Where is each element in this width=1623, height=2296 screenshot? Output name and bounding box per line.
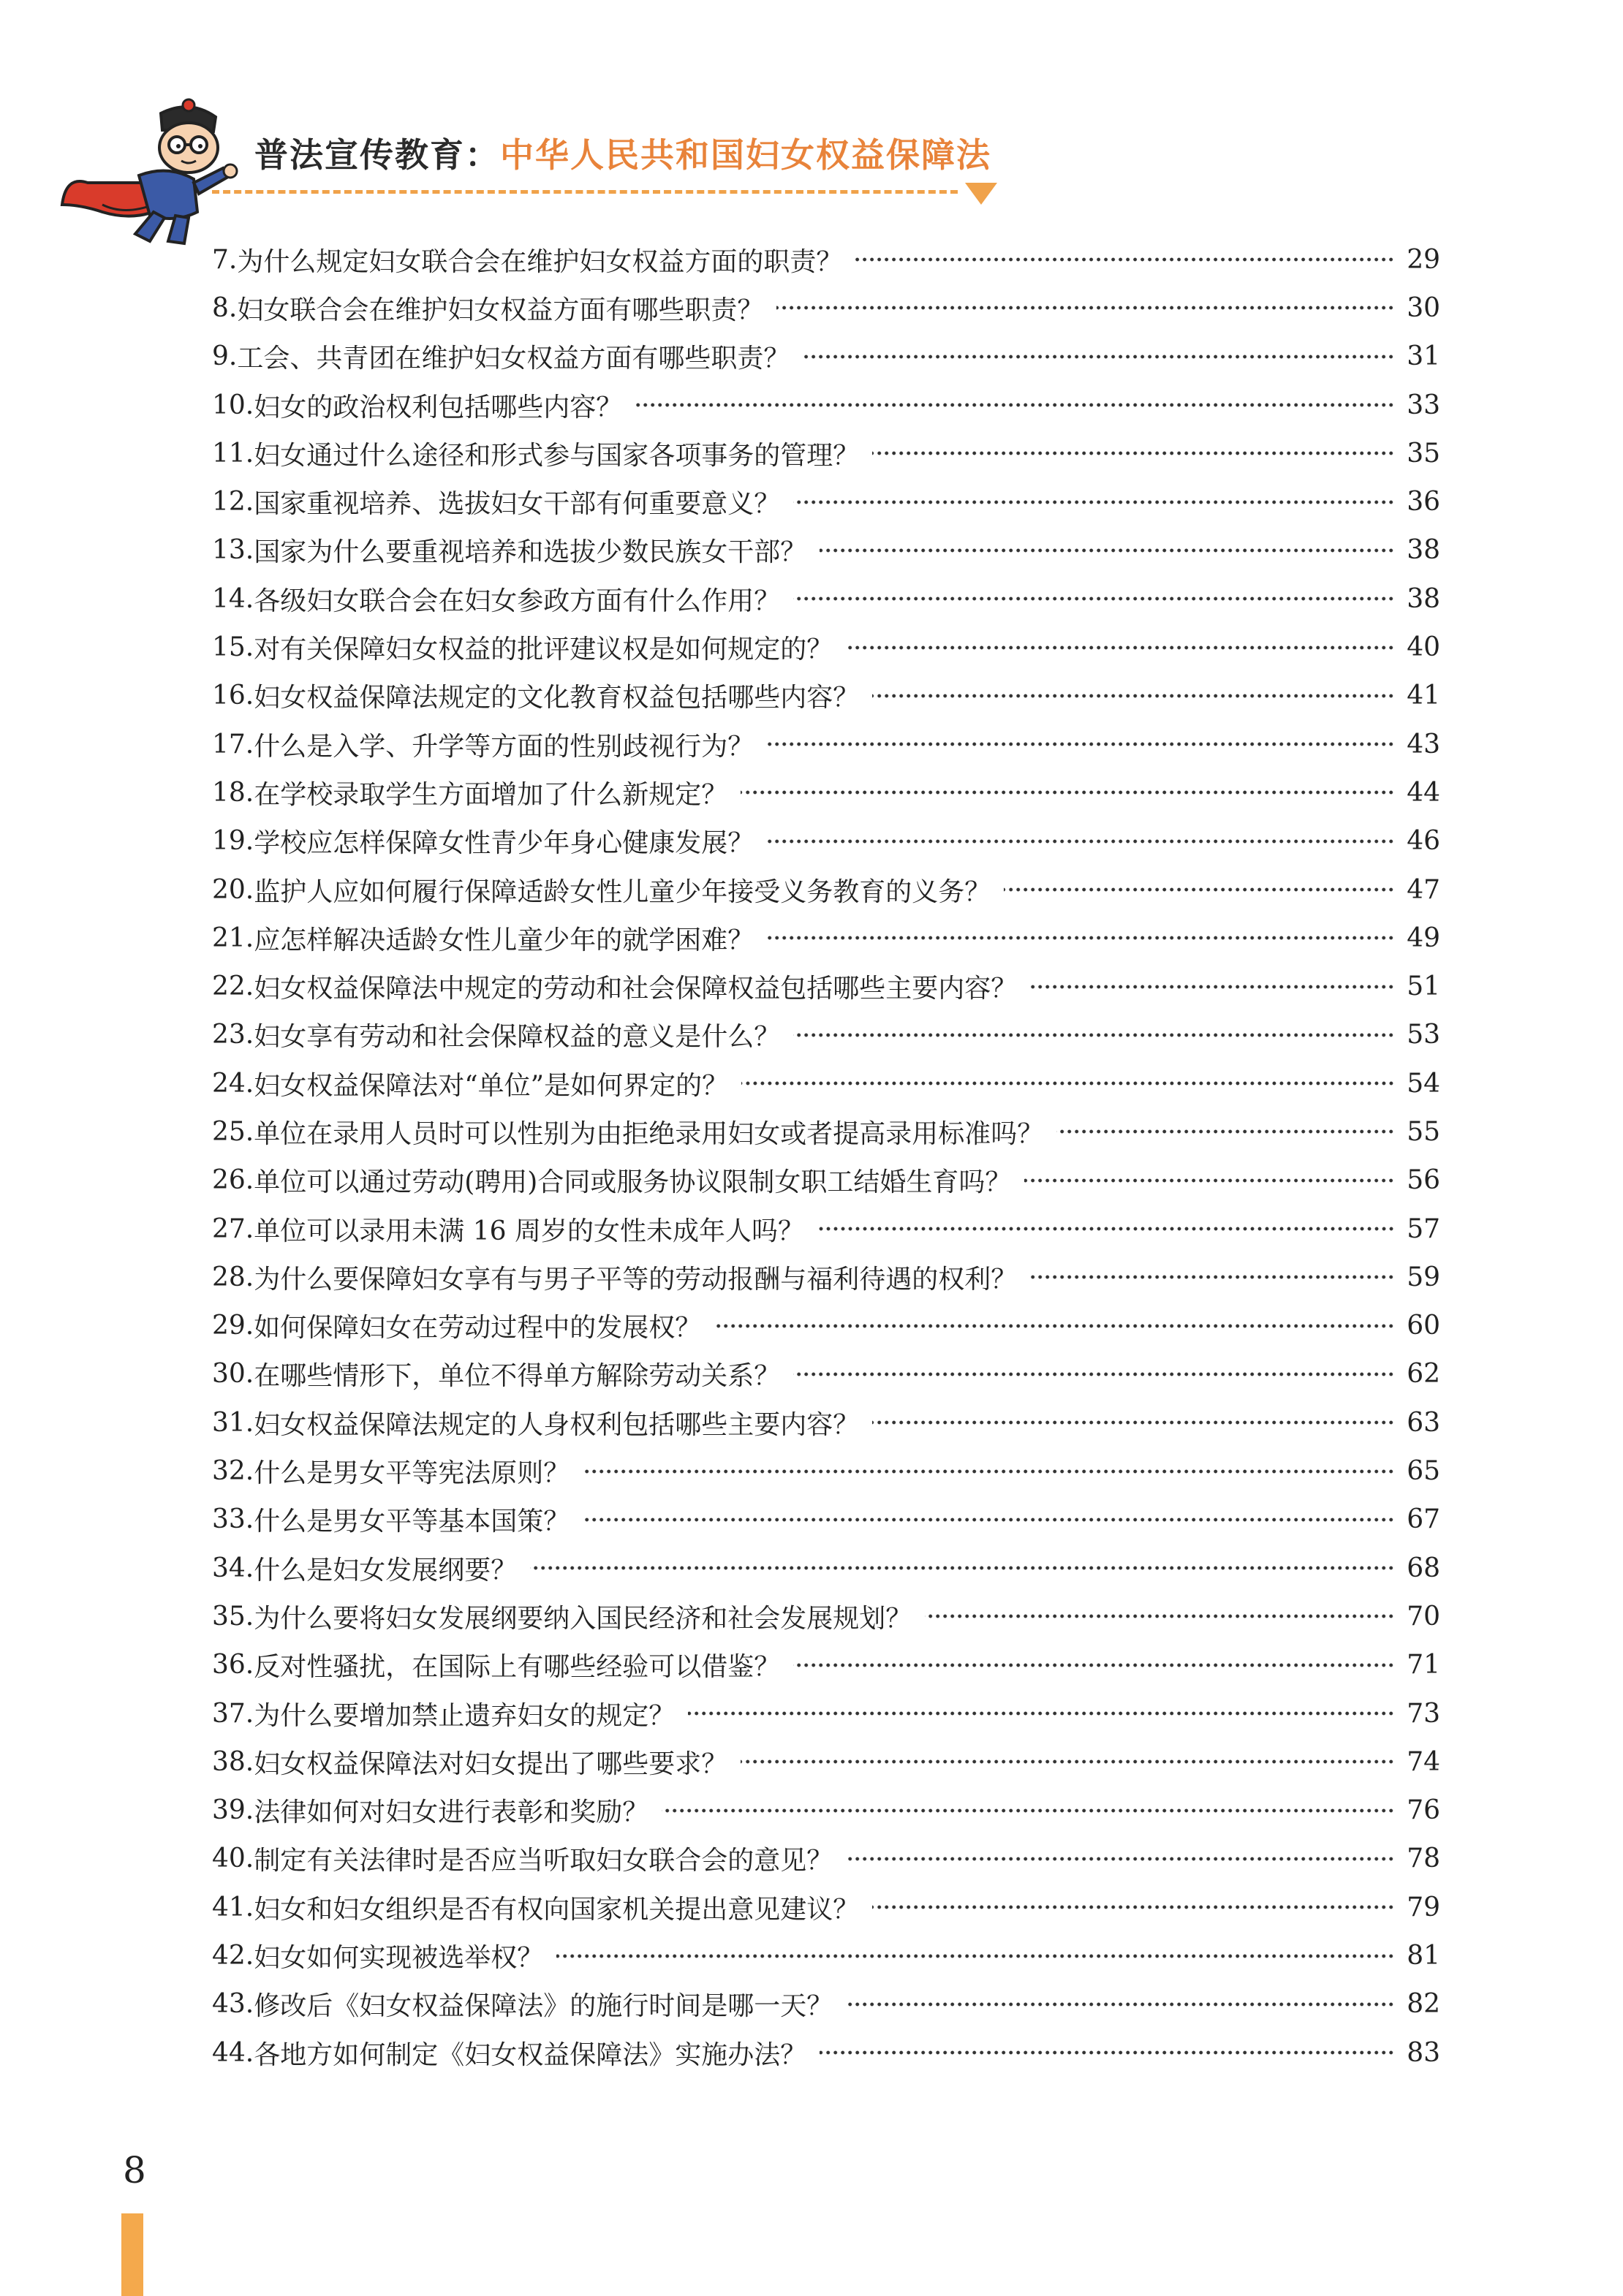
toc-entry-number: 36. [212, 1650, 254, 1681]
toc-entry-number: 17. [212, 729, 254, 759]
toc-entry-number: 39. [212, 1795, 254, 1826]
toc-entry [212, 672, 1440, 720]
toc-entry [212, 1302, 1440, 1350]
toc-leader-dots [767, 933, 1395, 942]
toc-entry-title: 各地方如何制定《妇女权益保障法》实施办法？ [254, 2039, 807, 2070]
toc-leader-dots [1004, 885, 1395, 894]
toc-entry-page: 76 [1407, 1795, 1440, 1826]
toc-entry-title: 妇女权益保障法中规定的劳动和社会保障权益包括哪些主要内容？ [254, 974, 1018, 1004]
toc-entry-number: 42. [212, 1941, 254, 1971]
toc-leader-dots [741, 788, 1395, 797]
page-number: 8 [123, 2149, 146, 2191]
toc-entry-title: 国家为什么要重视培养和选拔少数民族女干部？ [254, 537, 807, 568]
toc-entry-page: 65 [1407, 1456, 1440, 1487]
toc-entry-number: 9. [212, 341, 238, 372]
toc-entry-title: 监护人应如何履行保障适龄女性儿童少年接受义务教育的义务？ [254, 876, 991, 907]
toc-entry-title: 单位在录用人员时可以性别为由拒绝录用妇女或者提高录用标准吗？ [254, 1118, 1044, 1149]
toc-entry-title: 什么是入学、升学等方面的性别歧视行为？ [254, 731, 754, 762]
toc-entry-number: 31. [212, 1407, 254, 1438]
toc-entry-number: 32. [212, 1456, 254, 1487]
toc-leader-dots [556, 1952, 1395, 1960]
toc-entry-title: 单位可以通过劳动(聘用)合同或服务协议限制女职工结婚生育吗？ [254, 1167, 1012, 1198]
toc-leader-dots [583, 1515, 1395, 1524]
toc-leader-dots [714, 1322, 1395, 1330]
toc-entry-number: 25. [212, 1116, 254, 1147]
toc-entry [212, 526, 1440, 575]
toc-entry-title: 妇女如何实现被选举权？ [254, 1943, 544, 1974]
toc-entry-page: 60 [1407, 1311, 1440, 1341]
toc-entry-title: 妇女的政治权利包括哪些内容？ [254, 392, 623, 423]
toc-entry-title: 在哪些情形下，单位不得单方解除劳动关系？ [254, 1361, 781, 1392]
toc-entry-page: 47 [1407, 874, 1440, 905]
toc-entry-title: 妇女权益保障法规定的文化教育权益包括哪些内容？ [254, 683, 860, 713]
toc-entry-page: 46 [1407, 826, 1440, 857]
toc-entry-page: 41 [1407, 681, 1440, 711]
toc-entry-number: 18. [212, 777, 254, 808]
toc-entry [212, 1205, 1440, 1253]
header-title-sub: 中华人民共和国妇女权益保障法 [500, 135, 991, 175]
toc-entry-title: 什么是妇女发展纲要？ [254, 1555, 518, 1585]
toc-entry [212, 1059, 1440, 1107]
toc-entry-title: 各级妇女联合会在妇女参政方面有什么作用？ [254, 586, 781, 616]
toc-entry [212, 1835, 1440, 1883]
toc-entry-title: 妇女和妇女组织是否有权向国家机关提出意见建议？ [254, 1894, 860, 1925]
toc-entry [212, 817, 1440, 865]
toc-entry [212, 720, 1440, 768]
toc-entry-page: 54 [1407, 1068, 1440, 1099]
toc-entry-page: 78 [1407, 1844, 1440, 1874]
toc-entry-number: 13. [212, 535, 254, 566]
header-triangle-marker [965, 183, 997, 205]
toc-entry [212, 1107, 1440, 1156]
toc-entry-page: 57 [1407, 1213, 1440, 1244]
toc-entry-page: 38 [1407, 583, 1440, 614]
toc-entry [212, 477, 1440, 526]
toc-entry-title: 学校应怎样保障女性青少年身心健康发展？ [254, 828, 754, 859]
toc-entry-number: 43. [212, 1989, 254, 2020]
toc-entry [212, 1980, 1440, 2028]
header-title [254, 129, 991, 177]
toc-leader-dots [1024, 1176, 1395, 1185]
toc-entry-title: 单位可以录用未满 16 周岁的女性未成年人吗？ [254, 1216, 804, 1246]
toc-entry-title: 工会、共青团在维护妇女权益方面有哪些职责？ [237, 344, 790, 374]
toc-leader-dots [846, 643, 1395, 652]
toc-entry [212, 1883, 1440, 1931]
toc-entry-number: 7. [212, 244, 238, 275]
toc-leader-dots [872, 449, 1395, 458]
toc-leader-dots [793, 498, 1395, 507]
page-header [58, 88, 1009, 249]
toc-entry-number: 8. [212, 292, 238, 323]
toc-entry [212, 429, 1440, 477]
toc-leader-dots [925, 1612, 1395, 1621]
toc-leader-dots [767, 740, 1395, 749]
toc-entry [212, 768, 1440, 817]
page-edge-accent-bar [121, 2213, 143, 2296]
toc-leader-dots [872, 1903, 1395, 1912]
toc-leader-dots [583, 1467, 1395, 1476]
toc-entry-number: 37. [212, 1698, 254, 1729]
toc-entry-number: 16. [212, 681, 254, 711]
toc-entry-page: 79 [1407, 1892, 1440, 1922]
toc-entry-page: 31 [1407, 341, 1440, 372]
toc-entry-title: 法律如何对妇女进行表彰和奖励？ [254, 1797, 649, 1828]
toc-leader-dots [767, 837, 1395, 846]
toc-entry-page: 55 [1407, 1116, 1440, 1147]
toc-entry-page: 53 [1407, 1020, 1440, 1050]
toc-leader-dots [817, 1224, 1395, 1233]
toc-entry-page: 35 [1407, 438, 1440, 469]
toc-leader-dots [872, 1418, 1395, 1427]
toc-entry-title: 为什么要保障妇女享有与男子平等的劳动报酬与福利待遇的权利？ [254, 1264, 1018, 1295]
toc-leader-dots [793, 594, 1395, 603]
toc-entry-title: 为什么要将妇女发展纲要纳入国民经济和社会发展规划？ [254, 1603, 912, 1634]
toc-entry-page: 38 [1407, 535, 1440, 566]
toc-entry [212, 381, 1440, 429]
toc-leader-dots [1056, 1127, 1395, 1136]
toc-entry-title: 妇女通过什么途径和形式参与国家各项事务的管理？ [254, 440, 860, 471]
toc-entry-title: 修改后《妇女权益保障法》的施行时间是哪一天？ [254, 1991, 833, 2022]
toc-entry-title: 如何保障妇女在劳动过程中的发展权？ [254, 1313, 702, 1344]
toc-entry [212, 1544, 1440, 1592]
toc-entry-page: 36 [1407, 487, 1440, 518]
toc-entry-title: 什么是男女平等宪法原则？ [254, 1458, 570, 1489]
toc-entry [212, 1496, 1440, 1544]
toc-entry [212, 1592, 1440, 1640]
toc-entry-page: 70 [1407, 1601, 1440, 1632]
toc-entry [212, 865, 1440, 914]
toc-entry-title: 反对性骚扰，在国际上有哪些经验可以借鉴？ [254, 1652, 781, 1683]
toc-entry-page: 29 [1407, 244, 1440, 275]
toc-leader-dots [846, 1854, 1395, 1863]
toc-leader-dots [776, 303, 1395, 312]
toc-leader-dots [793, 1661, 1395, 1670]
toc-entry-page: 71 [1407, 1650, 1440, 1681]
toc-entry-page: 67 [1407, 1504, 1440, 1535]
toc-entry-title: 应怎样解决适龄女性儿童少年的就学困难？ [254, 925, 754, 955]
toc-entry-number: 29. [212, 1311, 254, 1341]
toc-leader-dots [820, 546, 1395, 555]
toc-entry [212, 1641, 1440, 1689]
toc-leader-dots [846, 2000, 1395, 2009]
toc-entry-title: 为什么规定妇女联合会在维护妇女权益方面的职责？ [237, 246, 843, 277]
toc-entry-number: 28. [212, 1262, 254, 1292]
toc-entry-page: 63 [1407, 1407, 1440, 1438]
toc-entry-page: 81 [1407, 1941, 1440, 1971]
toc-entry-number: 11. [212, 438, 254, 469]
toc-entry-title: 制定有关法律时是否应当听取妇女联合会的意见？ [254, 1846, 833, 1876]
toc-entry [212, 1156, 1440, 1205]
toc-entry-page: 43 [1407, 729, 1440, 759]
toc-entry-page: 82 [1407, 1989, 1440, 2020]
toc-entry-page: 56 [1407, 1165, 1440, 1196]
toc-entry-page: 51 [1407, 971, 1440, 1002]
toc-entry-page: 30 [1407, 292, 1440, 323]
toc-entry [212, 333, 1440, 381]
toc-entry-number: 21. [212, 922, 254, 953]
toc-entry-number: 30. [212, 1359, 254, 1390]
toc-entry [212, 1253, 1440, 1301]
toc-entry-title: 妇女权益保障法对“单位”是如何界定的？ [254, 1070, 729, 1101]
toc-leader-dots [635, 401, 1395, 409]
toc-leader-dots [741, 1079, 1395, 1088]
toc-entry [212, 1447, 1440, 1495]
toc-entry [212, 623, 1440, 671]
toc-entry [212, 2028, 1440, 2077]
toc-entry-page: 73 [1407, 1698, 1440, 1729]
header-title-separator: ： [465, 135, 500, 175]
toc-entry-number: 26. [212, 1165, 254, 1196]
toc-entry-page: 44 [1407, 777, 1440, 808]
table-of-contents [212, 235, 1440, 2077]
toc-entry [212, 962, 1440, 1010]
toc-entry [212, 1689, 1440, 1738]
toc-entry-title: 对有关保障妇女权益的批评建议权是如何规定的？ [254, 634, 833, 665]
toc-entry-number: 24. [212, 1068, 254, 1099]
toc-entry [212, 1787, 1440, 1835]
toc-entry-number: 44. [212, 2037, 254, 2068]
header-title-main: 普法宣传教育 [254, 135, 465, 175]
toc-entry-number: 12. [212, 487, 254, 518]
header-dashed-divider [212, 190, 958, 194]
toc-entry-title: 为什么要增加禁止遗弃妇女的规定？ [254, 1700, 676, 1731]
toc-leader-dots [803, 352, 1395, 361]
toc-entry-number: 20. [212, 874, 254, 905]
toc-entry-title: 在学校录取学生方面增加了什么新规定？ [254, 779, 728, 810]
toc-entry-number: 34. [212, 1553, 254, 1583]
toc-leader-dots [688, 1709, 1395, 1718]
superhero-mascot-icon [58, 95, 249, 249]
toc-entry-number: 35. [212, 1601, 254, 1632]
toc-entry [212, 1398, 1440, 1447]
toc-leader-dots [793, 1031, 1395, 1039]
toc-entry-number: 41. [212, 1892, 254, 1922]
toc-entry [212, 575, 1440, 623]
toc-leader-dots [1030, 982, 1395, 991]
toc-entry-title: 国家重视培养、选拔妇女干部有何重要意义？ [254, 489, 781, 520]
toc-entry [212, 1931, 1440, 1979]
toc-entry-number: 10. [212, 390, 254, 420]
toc-entry [212, 1011, 1440, 1059]
toc-entry-title: 妇女权益保障法对妇女提出了哪些要求？ [254, 1748, 728, 1779]
toc-entry-title: 什么是男女平等基本国策？ [254, 1507, 570, 1537]
toc-entry-page: 68 [1407, 1553, 1440, 1583]
toc-entry-page: 59 [1407, 1262, 1440, 1292]
toc-leader-dots [530, 1564, 1395, 1572]
toc-leader-dots [793, 1370, 1395, 1379]
toc-entry-page: 49 [1407, 922, 1440, 953]
toc-entry [212, 235, 1440, 284]
toc-entry [212, 1738, 1440, 1786]
toc-entry-number: 27. [212, 1213, 254, 1244]
toc-leader-dots [1030, 1273, 1395, 1281]
toc-entry-number: 38. [212, 1746, 254, 1777]
toc-entry-page: 40 [1407, 632, 1440, 663]
toc-entry-title: 妇女享有劳动和社会保障权益的意义是什么？ [254, 1022, 781, 1053]
toc-entry-number: 19. [212, 826, 254, 857]
toc-leader-dots [872, 692, 1395, 700]
toc-entry-page: 62 [1407, 1359, 1440, 1390]
toc-entry-page: 83 [1407, 2037, 1440, 2068]
toc-entry-page: 74 [1407, 1746, 1440, 1777]
toc-leader-dots [662, 1806, 1395, 1815]
toc-entry-number: 40. [212, 1844, 254, 1874]
toc-entry-number: 15. [212, 632, 254, 663]
toc-entry-page: 33 [1407, 390, 1440, 420]
toc-entry-title: 妇女联合会在维护妇女权益方面有哪些职责？ [237, 295, 764, 325]
toc-entry-number: 33. [212, 1504, 254, 1535]
toc-entry [212, 284, 1440, 332]
toc-entry-number: 23. [212, 1020, 254, 1050]
toc-leader-dots [741, 1757, 1395, 1766]
toc-leader-dots [855, 255, 1395, 264]
toc-entry-number: 14. [212, 583, 254, 614]
toc-entry [212, 1350, 1440, 1398]
toc-entry-title: 妇女权益保障法规定的人身权利包括哪些主要内容？ [254, 1409, 860, 1440]
toc-leader-dots [820, 2048, 1395, 2057]
toc-entry-number: 22. [212, 971, 254, 1002]
toc-entry [212, 914, 1440, 962]
